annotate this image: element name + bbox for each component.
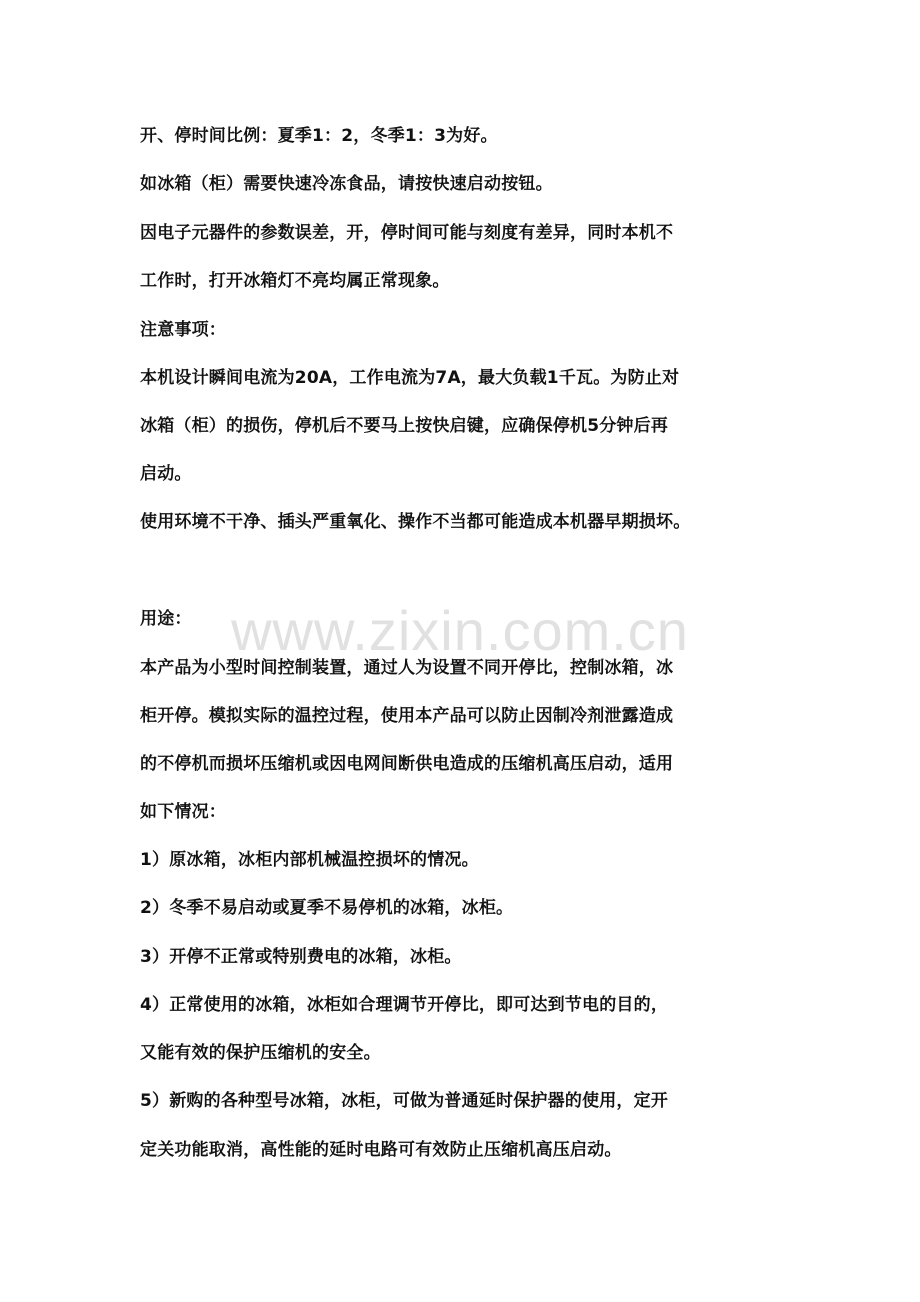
text-line: 因电子元器件的参数误差，开，停时间可能与刻度有差异，同时本机不 (140, 223, 674, 243)
notice-heading: 注意事项： (140, 320, 226, 340)
text-line: 柜开停。模拟实际的温控过程，使用本产品可以防止因制冷剂泄露造成 (140, 706, 674, 726)
text-line: 本产品为小型时间控制装置，通过人为设置不同开停比，控制冰箱，冰 (140, 658, 674, 678)
list-item: 定关功能取消，高性能的延时电路可有效防止压缩机高压启动。 (140, 1140, 622, 1160)
list-item: 4）正常使用的冰箱，冰柜如合理调节开停比，即可达到节电的目的， (140, 995, 669, 1015)
text-line: 冰箱（柜）的损伤，停机后不要马上按快启键，应确保停机5分钟后再 (140, 416, 669, 436)
text-line: 使用环境不干净、插头严重氧化、操作不当都可能造成本机器早期损坏。 (140, 512, 691, 532)
text-line: 工作时，打开冰箱灯不亮均属正常现象。 (140, 271, 450, 291)
text-line: 启动。 (140, 464, 192, 484)
text-line: 如下情况： (140, 802, 226, 822)
watermark: www.zixin.com.cn (231, 599, 689, 662)
list-item: 5）新购的各种型号冰箱，冰柜，可做为普通延时保护器的使用，定开 (140, 1091, 669, 1111)
text-line: 本机设计瞬间电流为20A，工作电流为7A，最大负载1千瓦。为防止对 (140, 368, 680, 388)
text-line: 的不停机而损坏压缩机或因电网间断供电造成的压缩机高压启动，适用 (140, 754, 674, 774)
usage-heading: 用途： (140, 609, 192, 629)
text-line: 如冰箱（柜）需要快速冷冻食品，请按快速启动按钮。 (140, 174, 553, 194)
list-item: 3）开停不正常或特别费电的冰箱，冰柜。 (140, 947, 462, 967)
list-item: 1）原冰箱，冰柜内部机械温控损坏的情况。 (140, 850, 479, 870)
list-item: 2）冬季不易启动或夏季不易停机的冰箱，冰柜。 (140, 898, 514, 918)
list-item: 又能有效的保护压缩机的安全。 (140, 1043, 381, 1063)
text-line: 开、停时间比例：夏季1：2，冬季1：3为好。 (140, 126, 498, 146)
